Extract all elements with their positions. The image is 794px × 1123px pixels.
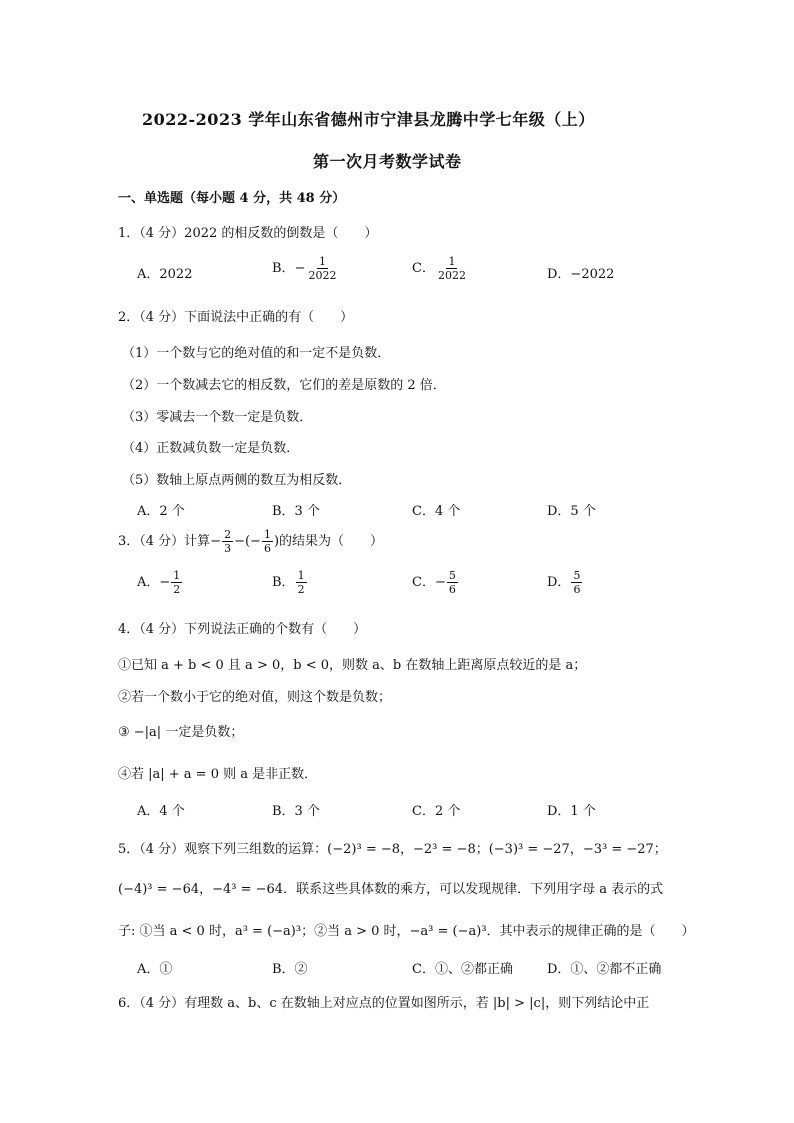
minus-sign: − [294, 261, 306, 276]
option-label: D． [547, 575, 571, 590]
question-2-option-c: C．4 个 [412, 504, 461, 519]
question-2-statement-5: （5）数轴上原点两侧的数互为相反数． [122, 473, 352, 488]
question-2-statement-3: （3）零减去一个数一定是负数． [122, 410, 313, 425]
fraction-denominator: 6 [263, 542, 271, 555]
option-label: C． [412, 575, 435, 590]
stem-prefix: 3．（4 分）计算 [118, 534, 211, 549]
fraction-numerator: 1 [318, 255, 326, 268]
option-label: B． [272, 575, 295, 590]
question-1-option-b [272, 255, 339, 282]
question-6-line-1: 6．（4 分）有理数 a、b、c 在数轴上对应点的位置如图所示，若 |b| > |c|，则下列结论中正 [118, 996, 650, 1011]
minus-sign: − [434, 575, 446, 590]
expression-close: ) [273, 534, 280, 549]
fraction-numerator: 5 [448, 569, 456, 582]
question-2-option-a: A．2 个 [137, 504, 185, 519]
option-label: B． [272, 261, 295, 276]
question-4-option-c: C．2 个 [412, 804, 461, 819]
fraction-numerator: 1 [297, 569, 305, 582]
fraction-numerator: 1 [173, 569, 181, 582]
fraction-denominator: 6 [448, 583, 456, 596]
question-4-statement-3: ③ −|a| 一定是负数； [118, 725, 244, 740]
option-label: C． [412, 261, 435, 276]
question-5-line-3: 子: ①当 a < 0 时，a³ = (−a)³；②当 a > 0 时，−a³ = (−a)³．其中表示的规律正确的是（ ） [118, 924, 695, 939]
question-3-option-b [272, 569, 308, 596]
question-3-option-a [137, 569, 183, 596]
stem-suffix: 的结果为（ ） [279, 534, 384, 549]
exam-title-line1: 2022-2023 学年山东省德州市宁津县龙腾中学七年级（上） [142, 110, 595, 129]
question-4-option-a: A．4 个 [137, 804, 185, 819]
fraction-numerator: 1 [263, 528, 271, 541]
question-1-option-c [412, 255, 469, 282]
fraction-numerator: 2 [224, 528, 232, 541]
question-1-option-a: A．2022 [137, 267, 193, 282]
question-4-option-b: B．3 个 [272, 804, 320, 819]
fraction [296, 569, 307, 596]
question-1-option-d: D．−2022 [547, 267, 615, 282]
fraction [222, 528, 233, 555]
question-5-option-a: A．① [137, 962, 173, 977]
fraction [447, 569, 458, 596]
question-2-statement-4: （4）正数减负数一定是负数． [122, 441, 300, 456]
section-heading: 一、单选题（每小题 4 分，共 48 分） [118, 191, 346, 206]
question-4-statement-1: ①已知 a + b < 0 且 a > 0，b < 0，则数 a、b 在数轴上距离原点较近的是 a； [118, 658, 587, 673]
question-5-line-2: (−4)³ = −64，−4³ = −64．联系这些具体数的乘方，可以发现规律．下列用字母 a 表示的式 [118, 882, 664, 897]
fraction-denominator: 2 [297, 583, 305, 596]
fraction-denominator: 2022 [308, 269, 337, 282]
question-3-option-c [412, 569, 459, 596]
question-5-option-b: B．② [272, 962, 308, 977]
minus-sign: − [159, 575, 171, 590]
question-4-stem: 4．（4 分）下列说法正确的个数有（ ） [118, 622, 367, 637]
question-5-option-d: D．①、②都不正确 [547, 962, 662, 977]
question-1-stem: 1．（4 分）2022 的相反数的倒数是（ ） [118, 226, 378, 241]
question-5-option-c: C．①、②都正确 [412, 962, 513, 977]
question-2-stem: 2．（4 分）下面说法中正确的有（ ） [118, 310, 354, 325]
fraction [436, 255, 468, 282]
exam-title-line2: 第一次月考数学试卷 [313, 152, 462, 171]
fraction-denominator: 2 [173, 583, 181, 596]
fraction [171, 569, 182, 596]
fraction-numerator: 1 [448, 255, 456, 268]
question-2-statement-2: （2）一个数减去它的相反数，它们的差是原数的 2 倍． [122, 378, 446, 393]
fraction [262, 528, 273, 555]
question-4-statement-4: ④若 |a| + a = 0 则 a 是非正数． [118, 767, 318, 782]
question-4-statement-2: ②若一个数小于它的绝对值，则这个数是负数； [118, 690, 392, 705]
fraction-denominator: 6 [573, 583, 581, 596]
fraction-denominator: 2022 [437, 269, 466, 282]
question-2-statement-1: （1）一个数与它的绝对值的和一定不是负数． [122, 346, 391, 361]
question-5-line-1: 5．（4 分）观察下列三组数的运算：(−2)³ = −8，−2³ = −8；(−3)³ = −27，−3³ = −27； [118, 842, 667, 857]
question-4-option-d: D．1 个 [547, 804, 596, 819]
question-3-option-d [547, 569, 583, 596]
minus-sign: − [210, 534, 222, 549]
fraction-denominator: 3 [224, 542, 232, 555]
question-3-stem [118, 528, 383, 555]
option-label: A． [137, 575, 160, 590]
question-2-option-b: B．3 个 [272, 504, 320, 519]
expression-middle: −(− [234, 534, 261, 549]
question-2-option-d: D．5 个 [547, 504, 596, 519]
fraction-numerator: 5 [573, 569, 581, 582]
fraction [306, 255, 338, 282]
fraction [571, 569, 582, 596]
